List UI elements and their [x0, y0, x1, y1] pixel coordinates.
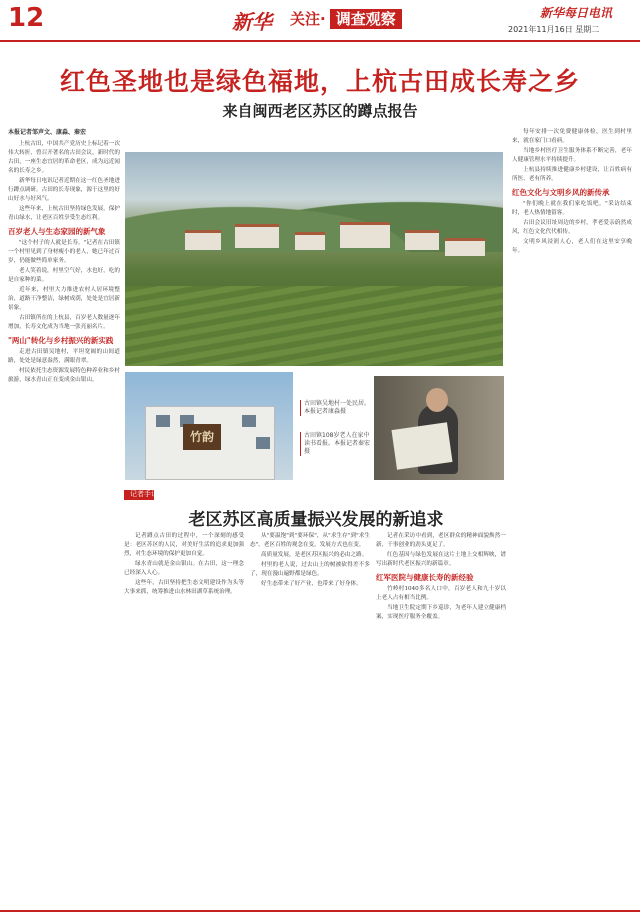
paragraph: 红色基因与绿色发展在这片土地上交相辉映，谱写出新时代老区振兴的新篇章。	[376, 552, 506, 567]
paper-name: 新华每日电讯	[540, 6, 613, 20]
paragraph: "这个村子的人就是长寿。"记者在古田镇一个村里见到了身材瘦小的老人，她已年过百岁，仍能做些简单家务。	[8, 240, 120, 264]
paragraph: 近年来，村里大力推进农村人居环境整治，道路干净整洁，绿树成荫，处处是宜居新景象。	[8, 287, 120, 311]
paragraph: 上杭县持续推进健康乡村建设，让百姓病有所医、老有所养。	[512, 167, 632, 182]
byline: 本报记者邹声文、康淼、秦宏	[8, 129, 87, 136]
col1-paragraphs	[8, 140, 120, 223]
paragraph: 高质量发展，是老区苏区振兴的必由之路。	[261, 552, 368, 558]
page-number: 12	[8, 3, 45, 33]
paragraph: 走进古田镇吴地村，平坦宽阔的山间道路，处处是绿意盎然，满眼青翠。	[8, 349, 120, 364]
building-photo	[125, 372, 293, 480]
commentary-title: 老区苏区高质量振兴发展的新追求	[188, 510, 444, 530]
building-sign: 竹韵	[183, 424, 221, 450]
village-landscape-photo	[125, 152, 503, 366]
section-prefix: 关注·	[290, 10, 326, 28]
subheading: 红军医院与健康长寿的新经验	[376, 573, 474, 582]
paragraph: 好生态带来了好产业，也带来了好身体。	[261, 581, 362, 587]
section-label	[290, 8, 402, 29]
paragraph: 这些年来，上杭古田坚持绿色发展，保护青山绿水，让老区百姓享受生态红利。	[8, 206, 120, 221]
paragraph: 上杭古田，中国共产党历史上标记着一次伟大转折，曾召开著名的古田会议。新时代的古田，一座生态宜居的革命老区，成为远近闻名的长寿之乡。	[8, 141, 120, 174]
photo-caption: 古田镇吴地村一处民居。本报记者康淼摄	[300, 400, 370, 416]
paragraph: 古田会议旧址周边的乡村，孝老爱亲蔚然成风，红色文化代代相传。	[512, 220, 632, 235]
paragraph: 新华每日电讯记者近期在这一红色圣地进行蹲点调研。古田的长寿现象，源于这里的好山好水与好风气。	[8, 178, 120, 202]
elderly-reader-photo	[374, 376, 504, 480]
photo-caption: 古田镇108岁老人在家中读书看报。本报记者秦宏摄	[300, 432, 370, 456]
subheading: 百岁老人与生态家园的新气象	[8, 227, 106, 236]
paragraph: 从"要温饱"到"要环保"，从"求生存"到"求生态"，老区百姓的观念在变，发展方式也在变。	[250, 533, 370, 548]
paragraph: 古田镇所在的上杭县，百岁老人数量逐年增加，长寿文化成为当地一张亮丽名片。	[8, 315, 120, 330]
paragraph: 文明乡风浸润人心，老人们在这里安享晚年。	[512, 239, 632, 254]
paragraph: 当地卫生院定期下乡巡诊，为老年人建立健康档案，实现医疗服务全覆盖。	[376, 605, 506, 620]
paragraph: 当地乡村医疗卫生服务体系不断完善，老年人健康管理水平持续提升。	[512, 148, 632, 163]
paragraph: 记者蹲点古田的过程中，一个深刻的感受是：老区苏区的人民，对美好生活的追求更加强烈，对生态环境的保护更加自觉。	[124, 533, 244, 557]
brand-logo: 新华	[232, 10, 272, 34]
commentary-column-2	[250, 532, 370, 908]
paragraph: 这些年，古田坚持把生态文明建设作为头等大事来抓，统筹推进山水林田湖草系统治理。	[124, 580, 244, 595]
paragraph: 竹岭村1040多名人口中，百岁老人和九十岁以上老人占有相当比例。	[376, 586, 506, 601]
paragraph: 村民依托生态资源发展特色种养业和乡村旅游，绿水青山正在变成金山银山。	[8, 368, 120, 383]
paragraph: 绿水青山就是金山银山。在古田，这一理念已经深入人心。	[124, 561, 244, 576]
article-title: 红色圣地也是绿色福地，上杭古田成长寿之乡	[59, 67, 580, 96]
paragraph: "你们晚上就在我们家吃饭吧。"采访结束时，老人热情地留客。	[512, 201, 632, 216]
paragraph: 记者在采访中看到，老区群众的精神面貌焕然一新，干事创业的劲头更足了。	[376, 533, 506, 548]
subheading: "两山"转化与乡村振兴的新实践	[8, 336, 114, 345]
section-tag: 记者手记	[130, 490, 158, 498]
article-column-1	[8, 128, 120, 908]
commentary-column-3	[376, 532, 506, 908]
section-name: 调查观察	[330, 9, 402, 29]
subheading: 红色文化与文明乡风的新传承	[512, 188, 610, 197]
paragraph: 每年安排一次免费健康体检，医生到村里来，就在家门口看病。	[512, 129, 632, 144]
paragraph: 老人笑着说，村里空气好，水也好，吃的是自家种的菜。	[8, 268, 120, 283]
footer-rule	[0, 910, 640, 912]
issue-date: 2021年11月16日 星期二	[508, 25, 600, 34]
article-column-right	[512, 128, 632, 908]
page-header	[0, 0, 640, 42]
article-subtitle: 来自闽西老区苏区的蹲点报告	[222, 102, 418, 120]
paragraph: 村里的老人说，过去山上的树被砍得差不多了，现在漫山遍野都是绿色。	[250, 562, 370, 577]
commentary-column-1	[124, 532, 244, 908]
